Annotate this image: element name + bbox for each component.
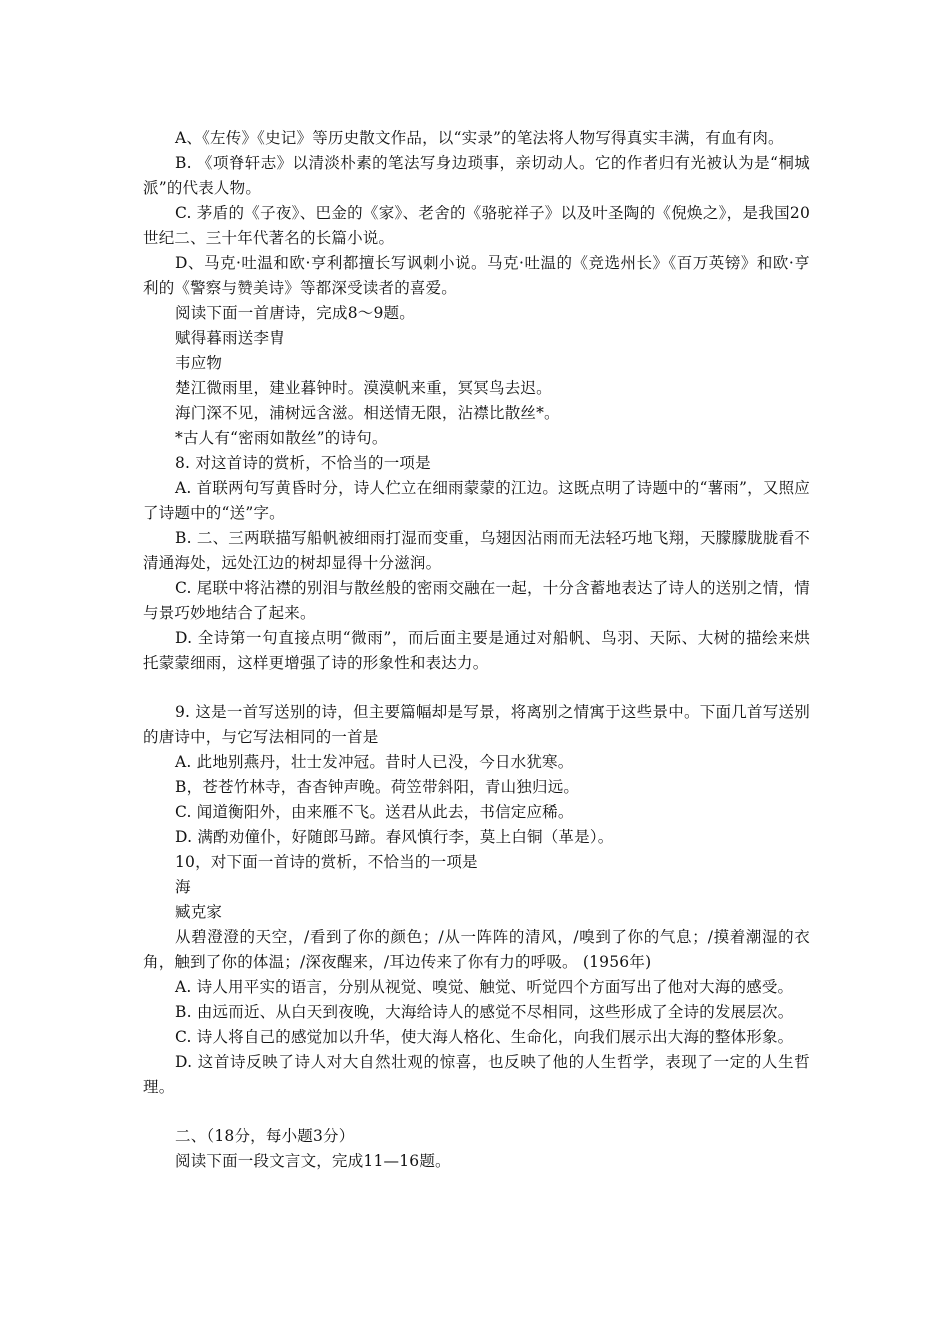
paragraph: 8. 对这首诗的赏析，不恰当的一项是 [175,454,431,472]
paragraph: 赋得暮雨送李胄 [175,329,285,347]
paragraph: A. 此地别燕丹，壮士发冲冠。昔时人已没，今日水犹寒。 [175,753,574,771]
paragraph: A. 诗人用平实的语言，分别从视觉、嗅觉、触觉、听觉四个方面写出了他对大海的感受。 [175,978,794,996]
paragraph: D. 全诗第一句直接点明“微雨”，而后面主要是通过对船帆、鸟羽、天际、大树的描绘来烘托蒙蒙细雨，这样更增强了诗的形象性和表达力。 [143,629,810,672]
paragraph: B. 由远而近、从白天到夜晚，大海给诗人的感觉不尽相同，这些形成了全诗的发展层次。 [175,1003,794,1021]
paragraph: 从碧澄澄的天空，/看到了你的颜色；/从一阵阵的清风，/嗅到了你的气息；/摸着潮湿的衣角，触到了你的体温；/深夜醒来，/耳边传来了你有力的呼吸。 (1956年) [143,928,810,971]
paragraph: B. 《项脊轩志》以清淡朴素的笔法写身边琐事，亲切动人。它的作者归有光被认为是“桐城派”的代表人物。 [143,154,810,197]
paragraph: 二、（18分，每小题3分） [175,1127,355,1145]
paragraph: C. 诗人将自己的感觉加以升华，使大海人格化、生命化，向我们展示出大海的整体形象。 [175,1028,794,1046]
paragraph-spacer [143,676,810,700]
paragraph-spacer [143,1100,810,1124]
paragraph: 韦应物 [175,354,223,372]
paragraph: 臧克家 [175,903,223,921]
paragraph: D. 满酌劝僮仆，好随郎马蹄。春风慎行李，莫上白铜（革是）。 [175,828,614,846]
paragraph: C. 茅盾的《子夜》、巴金的《家》、老舍的《骆驼祥子》以及叶圣陶的《倪焕之》，是我国20世纪二、三十年代著名的长篇小说。 [143,204,810,247]
paragraph: C. 尾联中将沾襟的别泪与散丝般的密雨交融在一起，十分含蓄地表达了诗人的送别之情，情与景巧妙地结合了起来。 [143,579,810,622]
paragraph: C. 闻道衡阳外，由来雁不飞。送君从此去，书信定应稀。 [175,803,574,821]
paragraph: D. 这首诗反映了诗人对大自然壮观的惊喜，也反映了他的人生哲学，表现了一定的人生哲理。 [143,1053,810,1096]
paragraph: 10，对下面一首诗的赏析，不恰当的一项是 [175,853,478,871]
paragraph: 楚江微雨里，建业暮钟时。漠漠帆来重，冥冥鸟去迟。 [175,379,552,397]
paragraph: *古人有“密雨如散丝”的诗句。 [175,429,388,447]
paragraph: 海 [175,878,191,896]
paragraph: 阅读下面一段文言文，完成11—16题。 [175,1152,451,1170]
paragraph: B，苍苍竹林寺，杳杳钟声晚。荷笠带斜阳，青山独归远。 [175,778,580,796]
paragraph: 阅读下面一首唐诗，完成8～9题。 [175,304,415,322]
paragraph: D、马克·吐温和欧·亨利都擅长写讽刺小说。马克·吐温的《竞选州长》《百万英镑》和欧·亨利的《警察与赞美诗》等都深受读者的喜爱。 [143,254,810,297]
paragraph: A. 首联两句写黄昏时分，诗人伫立在细雨蒙蒙的江边。这既点明了诗题中的“薯雨”，又照应了诗题中的“送”字。 [143,479,810,522]
paragraph: B. 二、三两联描写船帆被细雨打湿而变重，乌翅因沾雨而无法轻巧地飞翔，天朦朦胧胧看不清通海处，远处江边的树却显得十分滋润。 [143,529,810,572]
document-body [143,126,810,1174]
paragraph: 9. 这是一首写送别的诗，但主要篇幅却是写景，将离别之情寓于这些景中。下面几首写送别的唐诗中，与它写法相同的一首是 [143,703,810,746]
paragraph: A、《左传》《史记》等历史散文作品，以“实录”的笔法将人物写得真实丰满，有血有肉。 [175,129,784,147]
paragraph: 海门深不见，浦树远含滋。相送情无限，沾襟比散丝*。 [175,404,560,422]
